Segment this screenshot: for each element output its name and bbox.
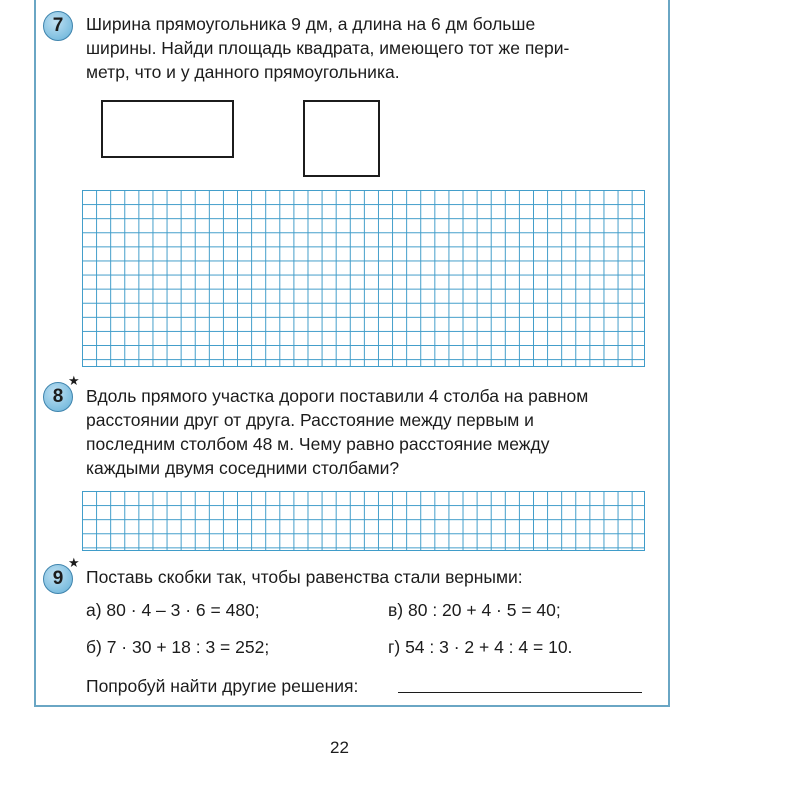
task-7-line-1: Ширина прямоугольника 9 дм, а длина на 6 дм больше	[86, 14, 536, 34]
task-8-star-icon: ★	[68, 373, 80, 388]
task-9-expression-b: б) 7 · 30 + 18 : 3 = 252;	[86, 637, 270, 657]
task-9-number: 9	[52, 568, 64, 589]
task-8-line-2: расстоянии друг от друга. Расстояние между первым и	[86, 410, 534, 430]
task-9-other-solutions-label: Попробуй найти другие решения:	[86, 676, 359, 696]
task-7-answer-grid[interactable]	[82, 190, 645, 367]
task-8-line-4: каждыми двумя соседними столбами?	[86, 458, 400, 478]
frame-left-border	[34, 0, 36, 706]
task-7-text	[86, 12, 569, 84]
task-7-number: 7	[52, 15, 64, 36]
frame-right-border	[668, 0, 670, 706]
task-9-expression-a: а) 80 · 4 – 3 · 6 = 480;	[86, 600, 260, 620]
task-9-expression-g: г) 54 : 3 · 2 + 4 : 4 = 10.	[388, 637, 573, 657]
rectangle-figure	[101, 100, 234, 158]
task-7-line-2: ширины. Найди площадь квадрата, имеющего тот же пери-	[86, 38, 570, 58]
task-7-line-3: метр, что и у данного прямоугольника.	[86, 62, 400, 82]
task-8-answer-grid[interactable]	[82, 491, 645, 551]
task-8-line-1: Вдоль прямого участка дороги поставили 4 столба на равном	[86, 386, 589, 406]
task-9-star-icon: ★	[68, 555, 80, 570]
task-9-answer-line[interactable]	[398, 692, 642, 693]
task-9-intro: Поставь скобки так, чтобы равенства стали верными:	[86, 567, 523, 587]
frame-bottom-border	[34, 705, 670, 707]
task-8-number: 8	[52, 386, 64, 407]
square-figure	[303, 100, 380, 177]
task-7-number-badge	[43, 11, 73, 41]
task-8-line-3: последним столбом 48 м. Чему равно расстояние между	[86, 434, 550, 454]
task-9-expression-v: в) 80 : 20 + 4 · 5 = 40;	[388, 600, 561, 620]
task-8-text	[86, 384, 588, 480]
page-number: 22	[330, 738, 349, 757]
